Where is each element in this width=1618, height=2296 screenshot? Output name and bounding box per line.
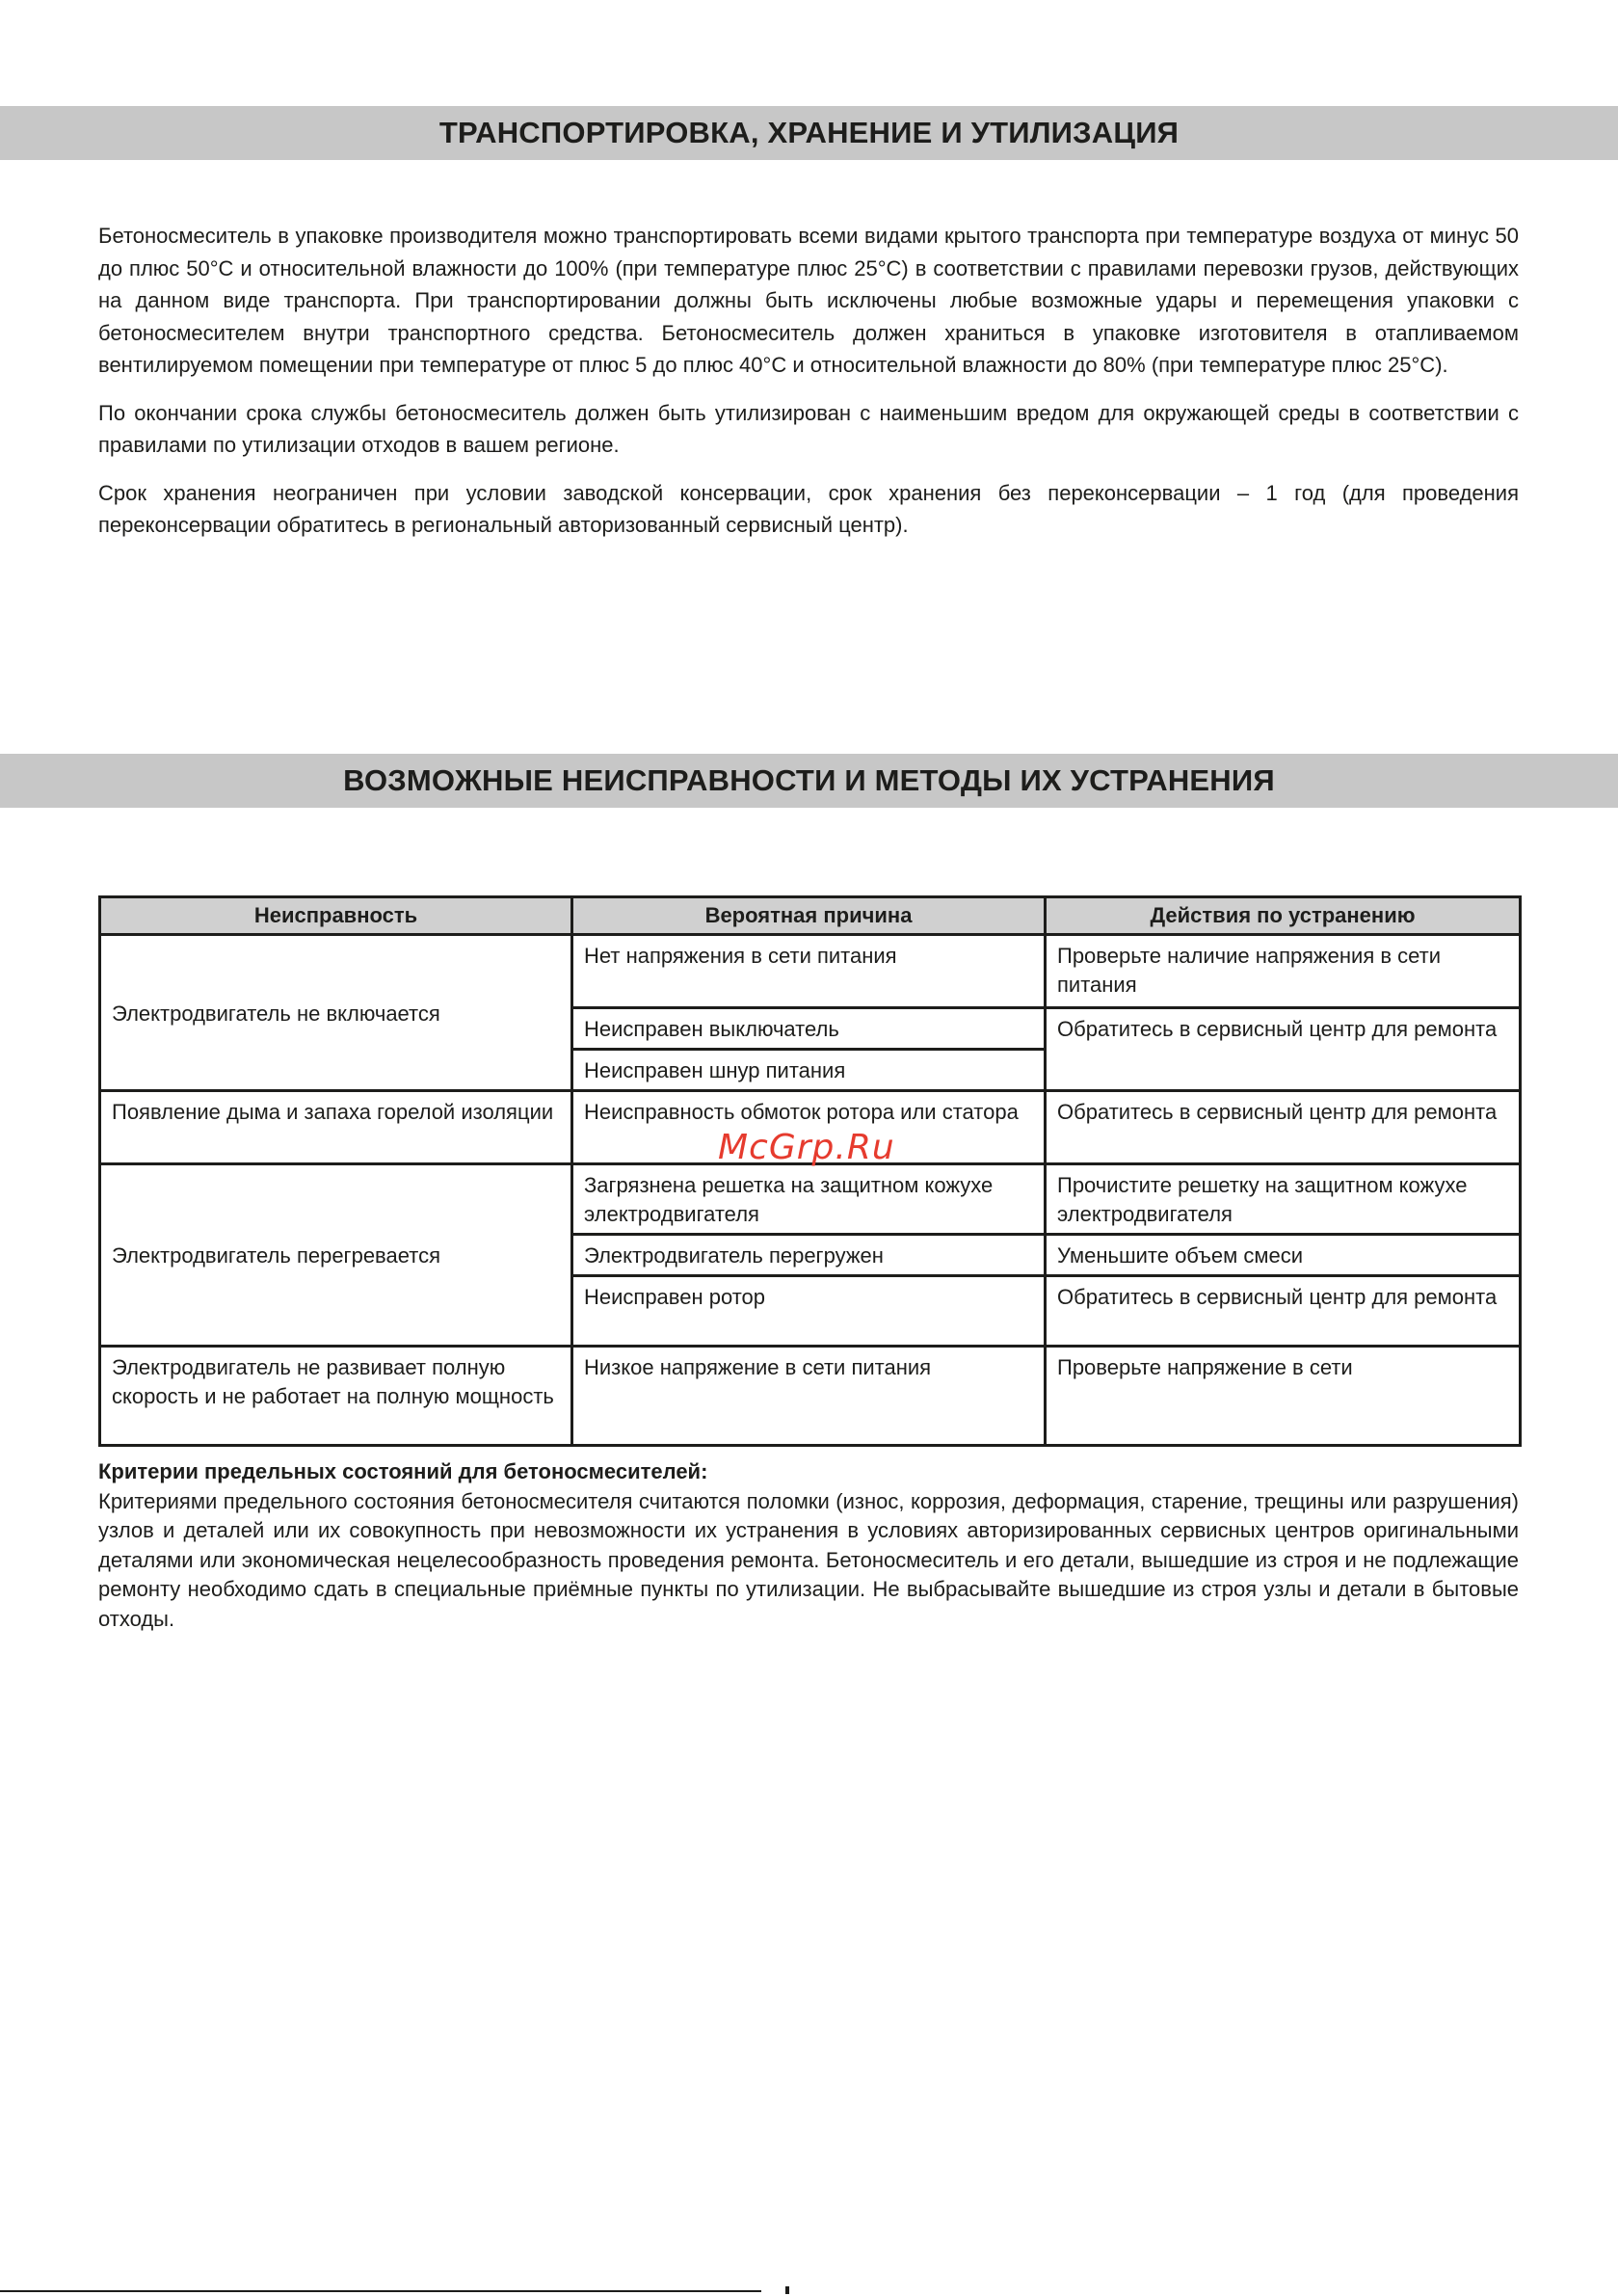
table-row [100,935,1521,1008]
header-cause: Вероятная причина [572,897,1046,935]
paragraph-disposal: По окончании срока службы бетоносмеситель должен быть утилизирован с наименьшим вредом для окружающей среды в соответствии с правилами по утилизации отходов в вашем регионе. [98,400,1519,457]
action-cell: Обратитесь в сервисный центр для ремонта [1046,1276,1521,1347]
action-cell: Проверьте наличие напряжения в сети питания [1046,935,1521,1008]
table-row [100,1164,1521,1235]
cause-cell: Загрязнена решетка на защитном кожухе электродвигателя [572,1164,1046,1235]
header-action: Действия по устранению [1046,897,1521,935]
criteria-text: Критериями предельного состояния бетоносмесителя считаются поломки (износ, коррозия, деформация, старение, трещины или разрушения) узлов и деталей или их совокупность при невозможности их устранения в условиях авторизированных сервисных центров оригинальными деталями или экономическая нецелесообразность проведения ремонта. Бетоносмеситель и его детали, вышедшие из строя и не подлежащие ремонту необходимо сдать в специальные приёмные пункты по утилизации. Не выбрасывайте вышедшие из строя узлы и детали в бытовые отходы. [98,1488,1519,1631]
table-row [100,1347,1521,1446]
faults-table [98,895,1522,1447]
action-cell: Прочистите решетку на защитном кожухе электродвигателя [1046,1164,1521,1235]
fault-cell: Электродвигатель перегревается [100,1164,572,1347]
footer-mark [785,2286,789,2294]
transport-text [98,220,1519,557]
paragraph-storage: Срок хранения неограничен при условии заводской консервации, срок хранения без переконсервации – 1 год (для проведения переконсервации обратитесь в региональный авторизованный сервисный центр). [98,480,1519,537]
cause-cell: Неисправен выключатель [572,1008,1046,1050]
action-cell: Обратитесь в сервисный центр для ремонта [1046,1091,1521,1164]
fault-cell: Появление дыма и запаха горелой изоляции [100,1091,572,1164]
table-header-row [100,897,1521,935]
criteria-block [98,1457,1519,1634]
section-header-transport [0,106,1618,160]
action-cell: Обратитесь в сервисный центр для ремонта [1046,1008,1521,1091]
fault-cell: Электродвигатель не включается [100,935,572,1091]
action-cell: Проверьте напряжение в сети [1046,1347,1521,1446]
section-title-faults: ВОЗМОЖНЫЕ НЕИСПРАВНОСТИ И МЕТОДЫ ИХ УСТРАНЕНИЯ [343,763,1275,797]
paragraph-transport: Бетоносмеситель в упаковке производителя можно транспортировать всеми видами крытого транспорта при температуре воздуха от минус 50 до плюс 50°С и относительной влажности до 100% (при температуре плюс 25°С) в соответствии с правилами перевозки грузов, действующих на данном виде транспорта. При транспортировании должны быть исключены любые возможные удары и перемещения упаковки с бетоносмесителем внутри транспортного средства. Бетоносмеситель должен храниться в упаковке изготовителя в отапливаемом вентилируемом помещении при температуре от плюс 5 до плюс 40°С и относительной влажности до 80% (при температуре плюс 25°С). [98,224,1519,377]
fault-cell: Электродвигатель не развивает полную скорость и не работает на полную мощность [100,1347,572,1446]
cause-cell: Неисправность обмоток ротора или статора [572,1091,1046,1164]
cause-cell: Неисправен шнур питания [572,1050,1046,1091]
cause-cell: Нет напряжения в сети питания [572,935,1046,1008]
section-title-transport: ТРАНСПОРТИРОВКА, ХРАНЕНИЕ И УТИЛИЗАЦИЯ [438,116,1180,149]
watermark: McGrp.Ru [718,1128,895,1167]
cause-cell: Электродвигатель перегружен [572,1235,1046,1276]
footer-divider [0,2290,761,2292]
header-fault: Неисправность [100,897,572,935]
cause-cell: Неисправен ротор [572,1276,1046,1347]
section-header-faults [0,754,1618,808]
action-cell: Уменьшите объем смеси [1046,1235,1521,1276]
cause-cell: Низкое напряжение в сети питания [572,1347,1046,1446]
criteria-title: Критерии предельных состояний для бетоносмесителей: [98,1459,708,1483]
